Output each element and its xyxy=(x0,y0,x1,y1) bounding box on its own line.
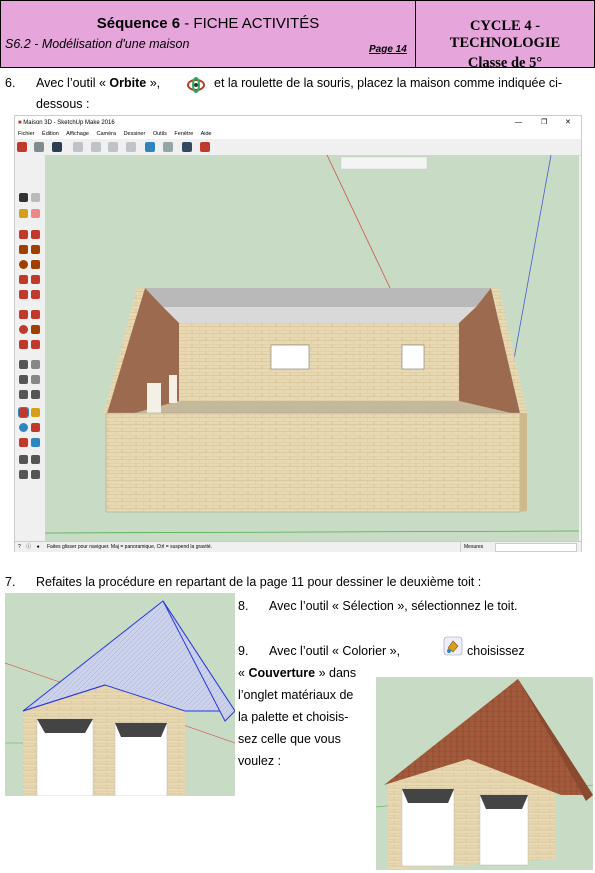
arc2-tool-icon[interactable] xyxy=(31,275,40,284)
house-roof-colored-image xyxy=(376,677,593,870)
maximize-button[interactable]: ❐ xyxy=(541,119,548,126)
step6-line1-end: et la roulette de la souris, placez la maison comme indiquée ci- xyxy=(214,76,563,90)
3d-viewport[interactable] xyxy=(45,155,579,541)
header-title-box xyxy=(0,0,416,68)
main-toolbar xyxy=(15,139,581,156)
look-around-icon[interactable] xyxy=(31,455,40,464)
step6-line1: Avec l’outil « Orbite », xyxy=(36,76,161,90)
step9-line1-end: choisissez xyxy=(467,644,525,658)
step7-number: 7. xyxy=(5,575,16,589)
measures-label: Mesures xyxy=(460,542,483,552)
rectangle-tool-icon[interactable] xyxy=(19,245,28,254)
menu-affichage[interactable]: Affichage xyxy=(66,131,89,137)
window-title: Maison 3D - SketchUp Make 2016 xyxy=(23,120,115,126)
redo-icon[interactable] xyxy=(163,142,173,152)
paint-bucket-tool-icon xyxy=(443,636,463,656)
save-icon[interactable] xyxy=(52,142,62,152)
step9-number: 9. xyxy=(238,644,249,658)
header-cycle-box xyxy=(416,0,595,71)
menu-dessiner[interactable]: Dessiner xyxy=(123,131,146,137)
window-titlebar xyxy=(15,116,581,130)
status-message: Faites glisser pour naviguer. Maj = panoramique, Ctrl = suspend la gravité. xyxy=(47,544,213,550)
paint-bucket-icon[interactable] xyxy=(19,209,28,218)
model-info-icon[interactable] xyxy=(200,142,210,152)
status-bar xyxy=(15,541,581,552)
orbit-tool-icon xyxy=(186,76,206,94)
menu-outils[interactable]: Outils xyxy=(152,131,167,137)
menu-bar xyxy=(15,130,581,139)
close-button[interactable]: ✕ xyxy=(565,119,571,126)
step9-line6: voulez : xyxy=(238,754,282,768)
open-icon[interactable] xyxy=(34,142,44,152)
axes-tool-icon[interactable] xyxy=(19,390,28,399)
house-roof-selected-image xyxy=(5,593,235,796)
move-tool-icon[interactable] xyxy=(19,310,28,319)
measures-input[interactable] xyxy=(495,543,577,552)
pie-tool-icon[interactable] xyxy=(31,290,40,299)
page-number: Page 14 xyxy=(369,44,407,55)
status-help-icon[interactable]: ? xyxy=(18,544,21,550)
previous-view-icon[interactable] xyxy=(31,438,40,447)
followme-tool-icon[interactable] xyxy=(31,325,40,334)
step9-line4: la palette et choisis- xyxy=(238,710,349,724)
line-tool-icon[interactable] xyxy=(19,230,28,239)
zoom-tool-icon[interactable] xyxy=(19,423,28,432)
dimension-tool-icon[interactable] xyxy=(31,360,40,369)
select-tool-icon[interactable] xyxy=(19,193,28,202)
tape-tool-icon[interactable] xyxy=(19,360,28,369)
menu-camera[interactable]: Caméra xyxy=(96,131,117,137)
zoom-extents-icon[interactable] xyxy=(19,438,28,447)
status-info-icon[interactable]: ⓘ xyxy=(26,544,32,550)
rotate-tool-icon[interactable] xyxy=(19,325,28,334)
get-started-icon[interactable] xyxy=(17,142,27,152)
polygon-tool-icon[interactable] xyxy=(31,260,40,269)
erase-icon[interactable] xyxy=(126,142,136,152)
text-tool-icon[interactable] xyxy=(31,375,40,384)
cut-icon[interactable] xyxy=(73,142,83,152)
step8-text: Avec l’outil « Sélection », sélectionnez le toit. xyxy=(269,599,518,613)
print-icon[interactable] xyxy=(182,142,192,152)
step9-line3: l’onglet matériaux de xyxy=(238,688,354,702)
step7-text: Refaites la procédure en repartant de la page 11 pour dessiner le deuxième toit : xyxy=(36,575,482,589)
protractor-tool-icon[interactable] xyxy=(19,375,28,384)
step9-line1: Avec l’outil « Colorier », xyxy=(269,644,401,658)
freehand-tool-icon[interactable] xyxy=(31,230,40,239)
step9-line2: « Couverture » dans xyxy=(238,666,357,680)
house-3d-model xyxy=(45,155,579,541)
arc3-tool-icon[interactable] xyxy=(19,290,28,299)
menu-fichier[interactable]: Fichier xyxy=(18,131,35,137)
step8-number: 8. xyxy=(238,599,249,613)
pan-tool-icon[interactable] xyxy=(31,408,40,417)
circle-tool-icon[interactable] xyxy=(19,260,28,269)
minimize-button[interactable]: — xyxy=(515,119,522,126)
paste-icon[interactable] xyxy=(108,142,118,152)
copy-icon[interactable] xyxy=(91,142,101,152)
arc-tool-icon[interactable] xyxy=(19,275,28,284)
3dtext-tool-icon[interactable] xyxy=(31,390,40,399)
scale-tool-icon[interactable] xyxy=(19,340,28,349)
offset-tool-icon[interactable] xyxy=(31,340,40,349)
component-tool-icon[interactable] xyxy=(31,193,40,202)
menu-edition[interactable]: Édition xyxy=(42,131,59,137)
step6-line2: dessous : xyxy=(36,97,90,111)
sketchup-window xyxy=(14,115,582,552)
rotated-rect-icon[interactable] xyxy=(31,245,40,254)
step9-line5: sez celle que vous xyxy=(238,732,341,746)
eraser-icon[interactable] xyxy=(31,209,40,218)
app-logo-icon: ■ xyxy=(18,120,22,126)
menu-aide[interactable]: Aide xyxy=(200,131,212,137)
undo-icon[interactable] xyxy=(145,142,155,152)
status-geo-icon[interactable]: ● xyxy=(36,544,40,550)
menu-fenetre[interactable]: Fenêtre xyxy=(174,131,194,137)
orbit-palette-icon[interactable] xyxy=(19,408,28,417)
section-plane-icon[interactable] xyxy=(31,470,40,479)
pushpull-tool-icon[interactable] xyxy=(31,310,40,319)
subtitle: S6.2 - Modélisation d'une maison xyxy=(5,37,190,51)
classe-label: Classe de 5° xyxy=(467,55,543,71)
sequence-title: Séquence 6 - FICHE ACTIVITÉS xyxy=(96,15,320,32)
zoom-window-icon[interactable] xyxy=(31,423,40,432)
cycle-label: CYCLE 4 - TECHNOLOGIE xyxy=(449,18,561,51)
position-camera-icon[interactable] xyxy=(19,455,28,464)
tools-palette xyxy=(15,155,44,541)
walk-tool-icon[interactable] xyxy=(19,470,28,479)
step6-number: 6. xyxy=(5,76,16,90)
